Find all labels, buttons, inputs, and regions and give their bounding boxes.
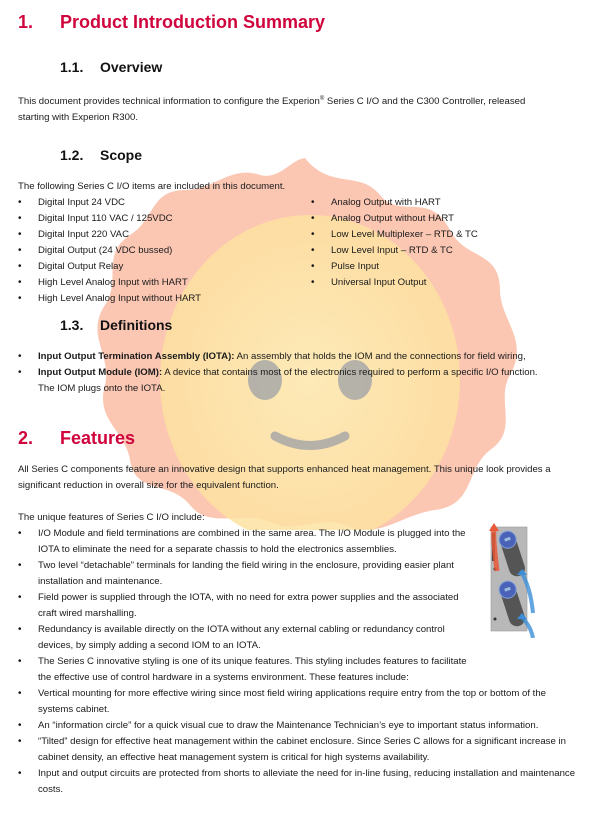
scope-number: 1.2. bbox=[60, 147, 84, 163]
list-item: • Digital Output (24 VDC bussed) bbox=[18, 243, 298, 259]
overview-text-a: This document provides technical information to configure the Experion bbox=[18, 96, 320, 108]
definition-term: Input Output Termination Assembly (IOTA): bbox=[38, 351, 235, 362]
list-item: • Digital Input 220 VAC bbox=[18, 227, 298, 243]
definition-term: Input Output Module (IOM): bbox=[38, 367, 163, 378]
registered-mark: ® bbox=[319, 96, 325, 102]
list-item: • Two level “detachable” terminals for landing the field wiring in the enclosure, providing easier plant installation and maintenance. bbox=[18, 558, 473, 590]
definitions-number: 1.3. bbox=[60, 317, 84, 333]
list-item: • Redundancy is available directly on the IOTA without any external cabling or redundancy control devices, by simply adding a second IOM to an IOTA. bbox=[18, 622, 473, 654]
list-item: • Analog Output without HART bbox=[311, 211, 571, 227]
scope-list-right bbox=[311, 195, 571, 291]
list-item: • I/O Module and field terminations are combined in the same area. The I/O Module is plugged into the IOTA to eliminate the need for a separate chassis to hold the electronics assemblies. bbox=[18, 526, 473, 558]
list-item: • An “information circle” for a quick visual cue to draw the Maintenance Technician’s eye to important status information. bbox=[18, 718, 583, 734]
overview-heading bbox=[60, 59, 162, 75]
list-item: • Digital Input 24 VDC bbox=[18, 195, 298, 211]
list-item: • “Tilted” design for effective heat management within the cabinet enclosure. Since Series C allows for a significant increase in cabinet density, an effective heat management system is critical for high systems availability. bbox=[18, 734, 583, 766]
definition-item bbox=[18, 365, 568, 397]
list-item: • The Series C innovative styling is one of its unique features. This styling includes features to facilitate the effective use of control hardware in a systems environment. These features include: bbox=[18, 654, 473, 686]
list-item: • Vertical mounting for more effective wiring since most field wiring applications require entry from the top or bottom of the systems cabinet. bbox=[18, 686, 583, 718]
definitions-list bbox=[18, 349, 568, 397]
scope-intro: The following Series C I/O items are included in this document. bbox=[18, 181, 286, 192]
overview-title: Overview bbox=[100, 59, 163, 75]
features-intro: All Series C components feature an innovative design that supports enhanced heat management. This unique look provides a significant reduction in overall size for the equivalent function. bbox=[18, 464, 551, 491]
overview-number: 1.1. bbox=[60, 59, 84, 75]
section-2-heading bbox=[18, 428, 135, 449]
list-item: • Input and output circuits are protected from shorts to alleviate the need for in-line fusing, reducing installation and maintenance costs. bbox=[18, 766, 583, 798]
list-item: • Low Level Input – RTD & TC bbox=[311, 243, 571, 259]
scope-heading bbox=[60, 147, 142, 163]
overview-paragraph bbox=[18, 91, 558, 126]
scope-list-left bbox=[18, 195, 298, 307]
features-list-narrow bbox=[18, 526, 473, 686]
section-2-title: Features bbox=[60, 428, 136, 448]
list-item: • Pulse Input bbox=[311, 259, 571, 275]
section-1-number: 1. bbox=[18, 12, 34, 32]
series-c-io-module-image bbox=[487, 523, 537, 638]
features-list-intro: The unique features of Series C I/O include: bbox=[18, 512, 205, 523]
definitions-title: Definitions bbox=[100, 317, 173, 333]
section-1-title: Product Introduction Summary bbox=[60, 12, 326, 32]
section-2-number: 2. bbox=[18, 428, 34, 448]
list-item: • High Level Analog Input with HART bbox=[18, 275, 298, 291]
definition-item bbox=[18, 349, 568, 365]
definition-text: A device that contains most of the electronics required to perform a specific I/O function. The IOM plugs onto the IOTA. bbox=[38, 367, 538, 394]
scope-title: Scope bbox=[100, 147, 143, 163]
list-item: • Universal Input Output bbox=[311, 275, 571, 291]
overview-text-b: Series C I/O and the C300 Controller, released starting with Experion R300. bbox=[18, 96, 526, 124]
definitions-heading bbox=[60, 317, 172, 333]
list-item: • Analog Output with HART bbox=[311, 195, 571, 211]
list-item: • Digital Output Relay bbox=[18, 259, 298, 275]
list-item: • Digital Input 110 VAC / 125VDC bbox=[18, 211, 298, 227]
list-item: • Field power is supplied through the IOTA, with no need for extra power supplies and the associated craft wired marshalling. bbox=[18, 590, 473, 622]
section-1-heading bbox=[18, 12, 325, 33]
features-list-wide bbox=[18, 686, 583, 798]
list-item: • High Level Analog Input without HART bbox=[18, 291, 298, 307]
definition-text: An assembly that holds the IOM and the connections for field wiring, bbox=[234, 351, 526, 362]
list-item: • Low Level Multiplexer – RTD & TC bbox=[311, 227, 571, 243]
